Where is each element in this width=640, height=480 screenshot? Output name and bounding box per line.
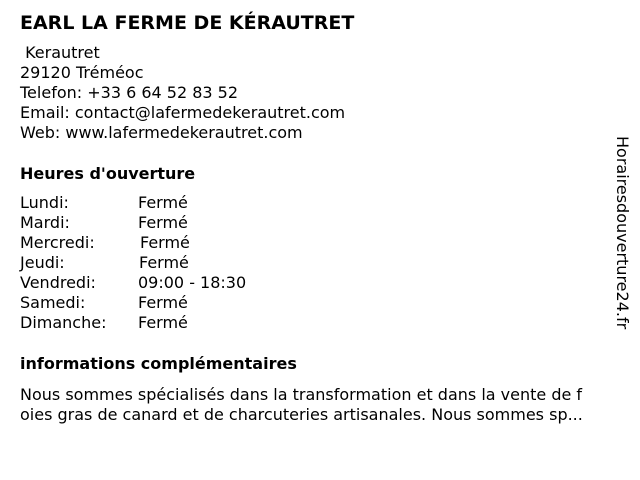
- day-label: Mardi:: [20, 213, 70, 232]
- day-hours: Fermé: [138, 293, 188, 312]
- day-hours: Fermé: [140, 233, 190, 252]
- day-label: Samedi:: [20, 293, 86, 312]
- day-label: Lundi:: [20, 193, 69, 212]
- day-hours: Fermé: [138, 213, 188, 232]
- day-hours: Fermé: [139, 253, 189, 272]
- hours-heading: Heures d'ouverture: [20, 164, 196, 183]
- day-hours: Fermé: [138, 313, 188, 332]
- info-description: [20, 385, 630, 425]
- day-label: Dimanche:: [20, 313, 107, 332]
- day-hours: 09:00 - 18:30: [138, 273, 247, 292]
- web-line: Web: www.lafermedekerautret.com: [20, 123, 303, 142]
- site-watermark: [612, 136, 632, 346]
- info-heading: informations complémentaires: [20, 354, 297, 373]
- address-city: 29120 Tréméoc: [20, 63, 144, 82]
- day-label: Vendredi:: [20, 273, 96, 292]
- email-line: Email: contact@lafermedekerautret.com: [20, 103, 346, 122]
- day-label: Jeudi:: [20, 253, 65, 272]
- day-label: Mercredi:: [20, 233, 95, 252]
- watermark-text: Horairesdouverture24.fr: [613, 136, 632, 330]
- address-street: Kerautret: [20, 43, 100, 62]
- business-name: EARL LA FERME DE KÉRAUTRET: [20, 12, 355, 34]
- phone-line: Telefon: +33 6 64 52 83 52: [20, 83, 239, 102]
- info-line: oies gras de canard et de charcuteries artisanales. Nous sommes sp...: [20, 405, 583, 424]
- info-line: Nous sommes spécialisés dans la transformation et dans la vente de f: [20, 385, 583, 404]
- contact-block: [20, 43, 345, 143]
- day-hours: Fermé: [138, 193, 188, 212]
